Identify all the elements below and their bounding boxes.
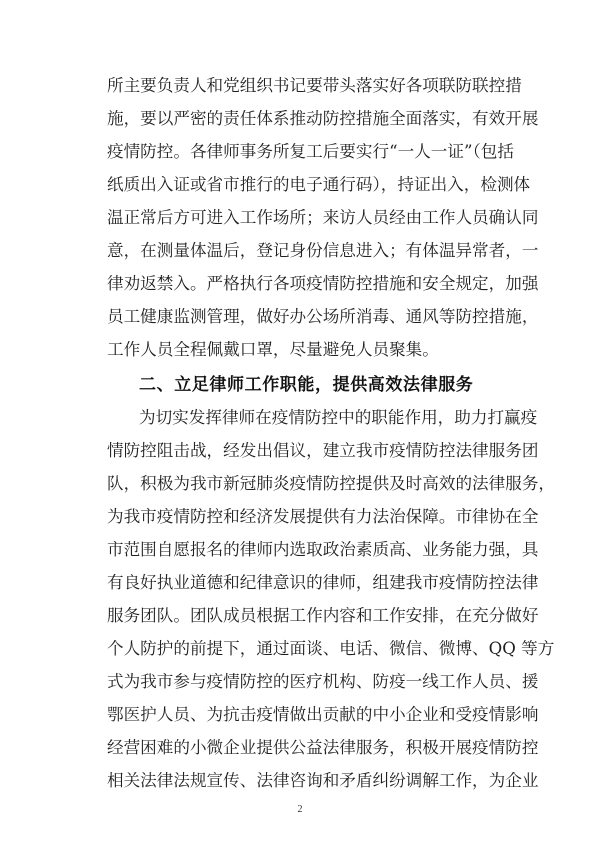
text-line: 意，在测量体温后，登记身份信息进入；有体温异常者，一 (107, 241, 539, 260)
text-line: 为我市疫情防控和经济发展提供有力法治保障。市律协在全 (107, 507, 539, 526)
text-line: 有良好执业道德和纪律意识的律师，组建我市疫情防控法律 (107, 573, 539, 592)
text-line: 施，要以严密的责任体系推动防控措施全面落实，有效开展 (107, 109, 539, 128)
text-line: 市范围自愿报名的律师内选取政治素质高、业务能力强，具 (107, 540, 539, 559)
text-line: 队，积极为我市新冠肺炎疫情防控提供及时高效的法律服务， (107, 474, 556, 493)
section-heading: 二、立足律师工作职能，提供高效法律服务 (139, 375, 474, 395)
text-line: 纸质出入证或省市推行的电子通行码），持证出入，检测体 (107, 175, 531, 194)
text-line: 工作人员全程佩戴口罩，尽量避免人员聚集。 (107, 340, 439, 359)
page-number: 2 (297, 804, 303, 815)
text-line: 情防控阻击战，经发出倡议，建立我市疫情防控法律服务团 (107, 441, 539, 460)
text-line: 员工健康监测管理，做好办公场所消毒、通风等防控措施， (107, 307, 539, 326)
text-line: 温正常后方可进入工作场所；来访人员经由工作人员确认同 (107, 208, 539, 227)
text-line: 相关法律法规宣传、法律咨询和矛盾纠纷调解工作，为企业 (107, 771, 539, 790)
text-line: 疫情防控。各律师事务所复工后要实行“一人一证”（包括 (107, 142, 514, 161)
text-line: 经营困难的小微企业提供公益法律服务，积极开展疫情防控 (107, 738, 539, 757)
text-line: 鄂医护人员、为抗击疫情做出贡献的中小企业和受疫情影响 (107, 705, 539, 724)
text-line: 为切实发挥律师在疫情防控中的职能作用，助力打赢疫 (139, 408, 538, 427)
text-line: 服务团队。团队成员根据工作内容和工作安排，在充分做好 (107, 606, 539, 625)
text-line: 律劝返禁入。严格执行各项疫情防控措施和安全规定，加强 (107, 274, 539, 293)
text-line: 个人防护的前提下，通过面谈、电话、微信、微博、QQ 等方 (107, 639, 555, 658)
text-line: 式为我市参与疫情防控的医疗机构、防疫一线工作人员、援 (107, 672, 539, 691)
text-line: 所主要负责人和党组织书记要带头落实好各项联防联控措 (107, 76, 522, 95)
